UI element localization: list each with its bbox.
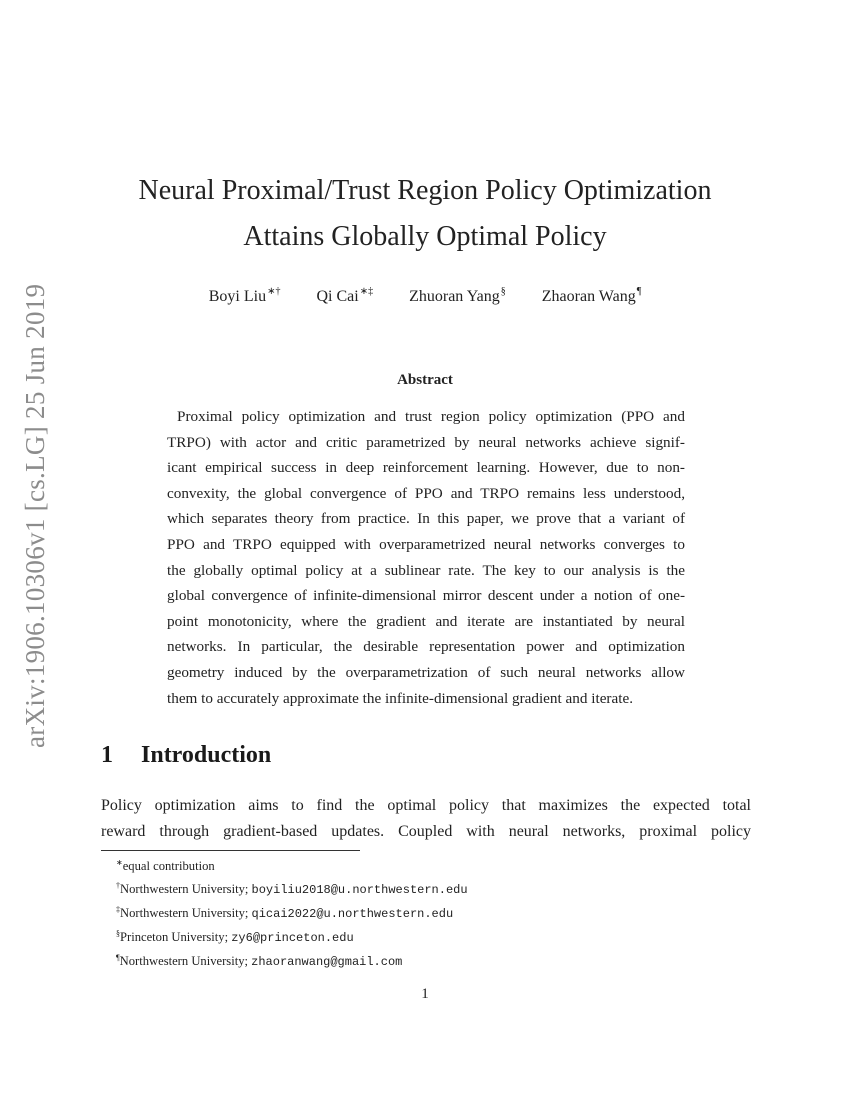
paper-title: [100, 168, 750, 260]
abstract-line: geometry induced by the overparametrization of such neural networks allow: [167, 663, 685, 681]
abstract-line: global convergence of infinite-dimensional mirror descent under a notion of one-: [167, 587, 685, 605]
footnote-text: Northwestern University;: [120, 882, 252, 896]
author-qi-cai: [316, 286, 373, 306]
author-affiliation-marks: ¶: [636, 286, 642, 297]
footnote-email: qicai2022@u.northwestern.edu: [251, 907, 454, 921]
footnote-email: boyiliu2018@u.northwestern.edu: [251, 883, 468, 897]
abstract-line: point monotonicity, where the gradient and iterate are instantiated by neural: [167, 612, 685, 630]
abstract-line: which separates theory from practice. In this paper, we prove that a variant of: [167, 510, 685, 528]
title-line: Attains Globally Optimal Policy: [243, 221, 607, 252]
abstract-line: convexity, the global convergence of PPO and TRPO remains less understood,: [167, 484, 685, 502]
abstract-line: icant empirical success in deep reinforcement learning. However, due to non-: [167, 459, 685, 477]
author-name: Zhaoran Wang: [541, 288, 636, 305]
author-zhaoran-wang: [542, 286, 641, 306]
footnote-email: zhaoranwang@gmail.com: [251, 955, 403, 969]
abstract-heading: Abstract: [397, 372, 453, 388]
footnote-affiliation: [116, 924, 756, 948]
footnote-mark: ¶: [116, 953, 120, 962]
paragraph-line: reward through gradient-based updates. Coupled with neural networks, proximal policy: [101, 823, 751, 840]
footnote-email: zy6@princeton.edu: [231, 931, 354, 945]
paragraph-line: Policy optimization aims to find the optimal policy that maximizes the expected total: [101, 797, 751, 814]
page-number: 1: [421, 986, 429, 1002]
footnote-equal-contribution: [116, 853, 756, 876]
abstract-line: TRPO) with actor and critic parametrized by neural networks achieve signif-: [167, 433, 685, 451]
author-name: Zhuoran Yang: [409, 288, 500, 305]
abstract-line: Proximal policy optimization and trust region policy optimization (PPO and: [177, 408, 685, 425]
author-boyi-liu: [209, 286, 281, 306]
footnote-text: Northwestern University;: [120, 906, 252, 920]
footnote-mark: §: [116, 929, 120, 938]
author-name: Boyi Liu: [208, 288, 267, 305]
author-affiliation-marks: ∗‡: [359, 286, 374, 297]
author-affiliation-marks: ∗†: [267, 286, 281, 297]
footnote-mark: †: [116, 881, 120, 890]
author-name: Qi Cai: [316, 288, 359, 305]
footnotes: [116, 853, 756, 972]
footnote-mark: ‡: [116, 905, 120, 914]
abstract-line: PPO and TRPO equipped with overparametrized neural networks converges to: [167, 535, 685, 553]
abstract-line: networks. In particular, the desirable representation power and optimization: [167, 638, 685, 656]
abstract-line: them to accurately approximate the infinite-dimensional gradient and iterate.: [167, 689, 633, 707]
section-title: Introduction: [141, 742, 272, 768]
author-list: [100, 286, 750, 306]
footnote-affiliation: [116, 900, 756, 924]
footnote-affiliation: [116, 876, 756, 900]
footnote-mark: ∗: [116, 858, 123, 867]
footnote-text: equal contribution: [122, 859, 215, 873]
abstract-line: the globally optimal policy at a sublinear rate. The key to our analysis is the: [167, 561, 685, 579]
author-affiliation-marks: §: [500, 286, 506, 297]
section-heading-introduction: [101, 742, 271, 769]
arxiv-identifier-stamp: arXiv:1906.10306v1 [cs.LG] 25 Jun 2019: [20, 283, 50, 748]
section-number: 1: [101, 742, 113, 768]
abstract-body: [167, 404, 685, 711]
footnote-rule: [101, 850, 360, 851]
title-line: Neural Proximal/Trust Region Policy Optimization: [138, 175, 712, 206]
introduction-paragraph: [101, 793, 751, 845]
author-zhuoran-yang: [409, 286, 506, 306]
footnote-text: Northwestern University;: [119, 954, 252, 968]
footnote-text: Princeton University;: [120, 930, 232, 944]
footnote-affiliation: [116, 948, 756, 972]
